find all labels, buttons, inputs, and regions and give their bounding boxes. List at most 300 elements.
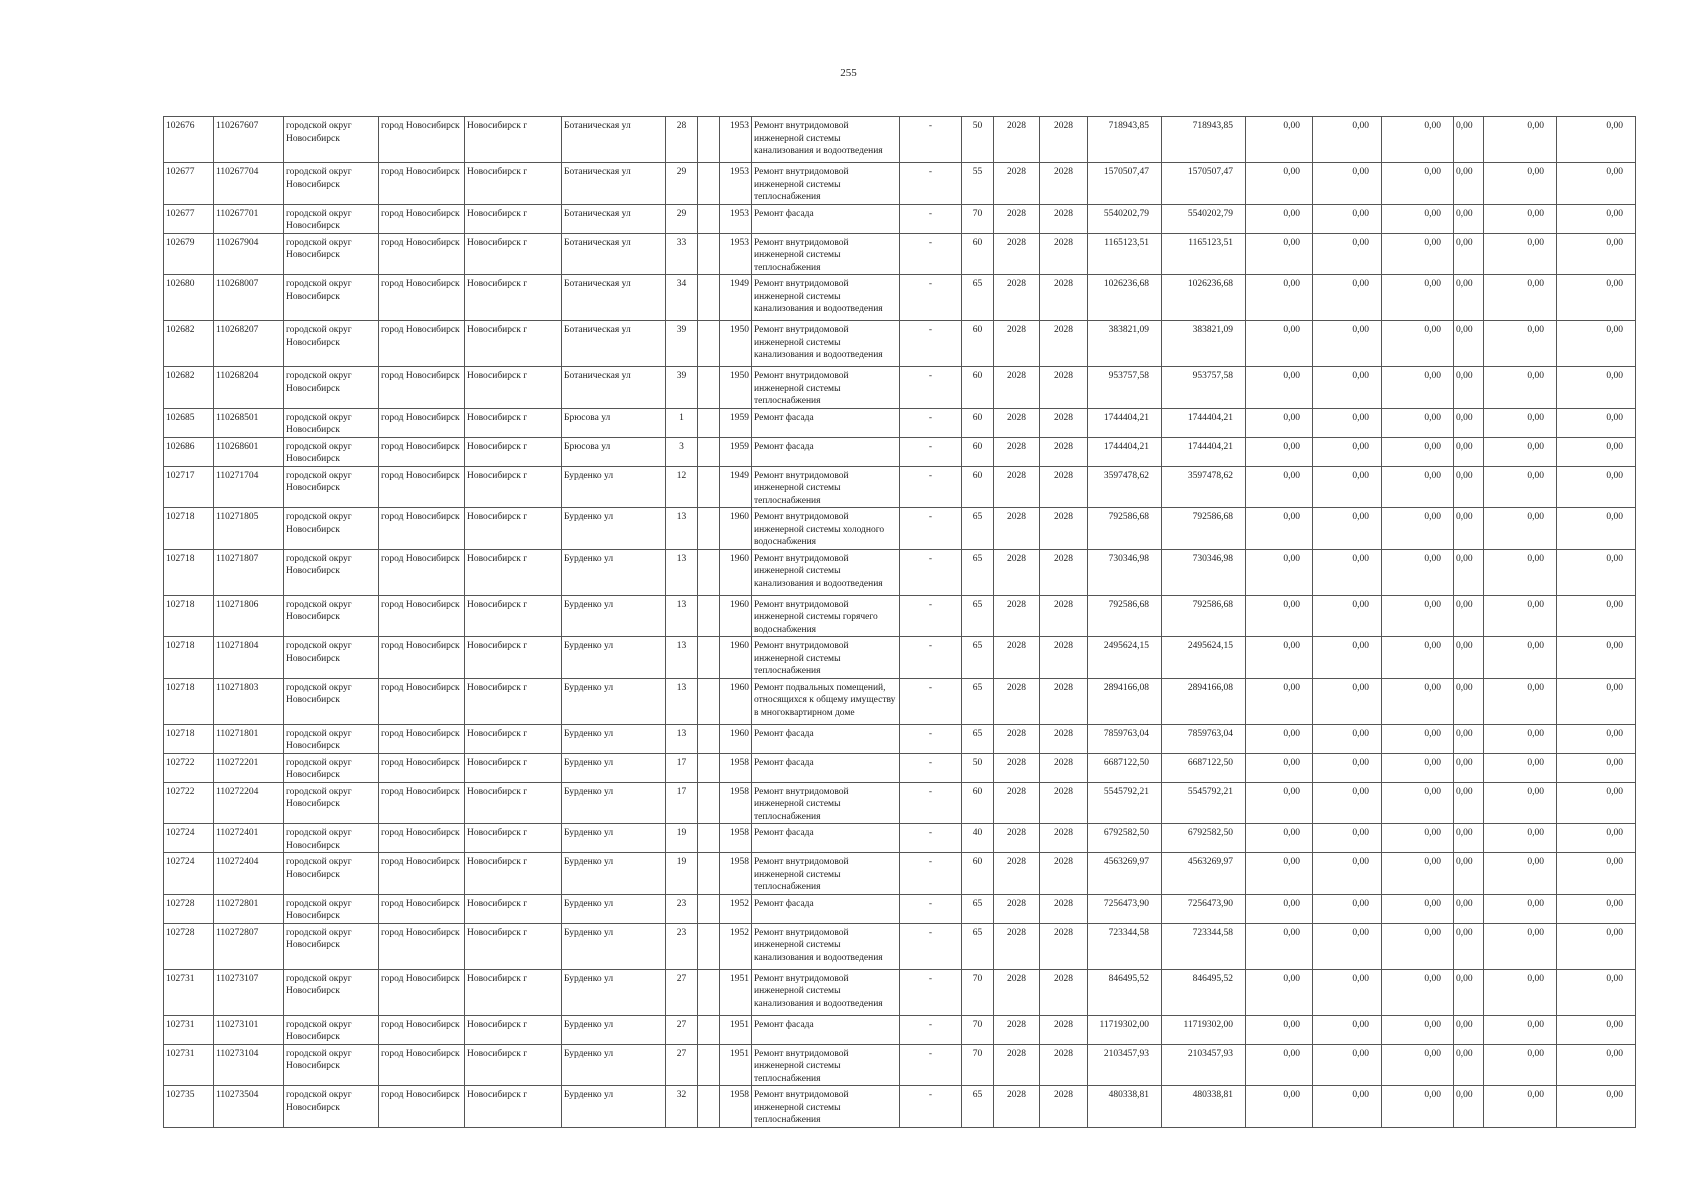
cell-house-number: 23 <box>666 894 698 923</box>
cell-owners-funds: 0,00 <box>1484 678 1557 724</box>
cell-element-id: 110271806 <box>214 595 284 637</box>
cell-other-funds: 0,00 <box>1454 408 1484 437</box>
cell-budget-local: 0,00 <box>1382 233 1454 275</box>
cell-element-id: 110272801 <box>214 894 284 923</box>
cell-municipal-district: городской округ Новосибирск <box>284 678 379 724</box>
cell-other-funds: 0,00 <box>1454 321 1484 367</box>
cell-extra-funds: 0,00 <box>1557 969 1636 1015</box>
cell-budget-local: 0,00 <box>1382 117 1454 163</box>
cell-other-funds: 0,00 <box>1454 1044 1484 1086</box>
cell-settlement: город Новосибирск <box>379 204 465 233</box>
cell-building <box>698 466 720 508</box>
cell-total-cost: 846495,52 <box>1088 969 1162 1015</box>
cell-extra-mark: - <box>900 204 962 233</box>
cell-extra-funds: 0,00 <box>1557 163 1636 205</box>
cell-extra-funds: 0,00 <box>1557 321 1636 367</box>
cell-building <box>698 824 720 853</box>
cell-budget-regional: 0,00 <box>1313 321 1382 367</box>
cell-budget-regional: 0,00 <box>1313 853 1382 895</box>
cell-building <box>698 163 720 205</box>
cell-budget-regional: 0,00 <box>1313 163 1382 205</box>
cell-house-number: 17 <box>666 782 698 824</box>
cell-wear-percent: 60 <box>962 466 994 508</box>
cell-building <box>698 753 720 782</box>
cell-total-cost: 1026236,68 <box>1088 275 1162 321</box>
cell-building <box>698 782 720 824</box>
cell-other-funds: 0,00 <box>1454 163 1484 205</box>
cell-municipal-district: городской округ Новосибирск <box>284 408 379 437</box>
cell-street: Брюсова ул <box>562 408 666 437</box>
cell-locality: Новосибирск г <box>465 824 562 853</box>
cell-budget-federal: 0,00 <box>1246 678 1313 724</box>
cell-house-number: 13 <box>666 724 698 753</box>
cell-build-year: 1950 <box>720 321 752 367</box>
cell-budget-local: 0,00 <box>1382 923 1454 969</box>
cell-budget-regional: 0,00 <box>1313 549 1382 595</box>
cell-total-cost: 5545792,21 <box>1088 782 1162 824</box>
cell-extra-funds: 0,00 <box>1557 117 1636 163</box>
cell-other-funds: 0,00 <box>1454 508 1484 550</box>
cell-other-funds: 0,00 <box>1454 595 1484 637</box>
cell-house-id: 102718 <box>164 637 214 679</box>
cell-fund-cost: 5545792,21 <box>1162 782 1246 824</box>
cell-extra-mark: - <box>900 782 962 824</box>
cell-total-cost: 7256473,90 <box>1088 894 1162 923</box>
cell-plan-year-start: 2028 <box>994 233 1040 275</box>
cell-plan-year-end: 2028 <box>1040 549 1088 595</box>
cell-fund-cost: 5540202,79 <box>1162 204 1246 233</box>
cell-settlement: город Новосибирск <box>379 753 465 782</box>
cell-other-funds: 0,00 <box>1454 753 1484 782</box>
cell-municipal-district: городской округ Новосибирск <box>284 163 379 205</box>
cell-plan-year-start: 2028 <box>994 637 1040 679</box>
cell-budget-federal: 0,00 <box>1246 1086 1313 1128</box>
cell-owners-funds: 0,00 <box>1484 204 1557 233</box>
cell-settlement: город Новосибирск <box>379 117 465 163</box>
cell-owners-funds: 0,00 <box>1484 367 1557 409</box>
cell-municipal-district: городской округ Новосибирск <box>284 1044 379 1086</box>
cell-house-id: 102718 <box>164 508 214 550</box>
cell-build-year: 1958 <box>720 824 752 853</box>
cell-municipal-district: городской округ Новосибирск <box>284 549 379 595</box>
cell-street: Ботаническая ул <box>562 367 666 409</box>
cell-owners-funds: 0,00 <box>1484 117 1557 163</box>
cell-budget-federal: 0,00 <box>1246 923 1313 969</box>
cell-extra-mark: - <box>900 824 962 853</box>
cell-total-cost: 1744404,21 <box>1088 408 1162 437</box>
cell-street: Ботаническая ул <box>562 117 666 163</box>
cell-wear-percent: 65 <box>962 678 994 724</box>
cell-house-number: 29 <box>666 204 698 233</box>
cell-work-type: Ремонт внутридомовой инженерной системы горячего водоснабжения <box>752 595 900 637</box>
cell-total-cost: 7859763,04 <box>1088 724 1162 753</box>
cell-plan-year-start: 2028 <box>994 724 1040 753</box>
cell-work-type: Ремонт внутридомовой инженерной системы теплоснабжения <box>752 637 900 679</box>
cell-budget-federal: 0,00 <box>1246 321 1313 367</box>
cell-build-year: 1958 <box>720 782 752 824</box>
table-row <box>164 1015 1636 1044</box>
cell-plan-year-start: 2028 <box>994 275 1040 321</box>
cell-locality: Новосибирск г <box>465 753 562 782</box>
cell-house-id: 102677 <box>164 163 214 205</box>
table-row <box>164 408 1636 437</box>
cell-house-number: 23 <box>666 923 698 969</box>
cell-wear-percent: 50 <box>962 117 994 163</box>
cell-fund-cost: 718943,85 <box>1162 117 1246 163</box>
cell-settlement: город Новосибирск <box>379 824 465 853</box>
cell-house-number: 13 <box>666 595 698 637</box>
cell-locality: Новосибирск г <box>465 233 562 275</box>
cell-settlement: город Новосибирск <box>379 466 465 508</box>
cell-other-funds: 0,00 <box>1454 549 1484 595</box>
cell-plan-year-end: 2028 <box>1040 233 1088 275</box>
cell-work-type: Ремонт подвальных помещений, относящихся к общему имуществу в многоквартирном доме <box>752 678 900 724</box>
cell-build-year: 1953 <box>720 117 752 163</box>
cell-fund-cost: 1165123,51 <box>1162 233 1246 275</box>
cell-municipal-district: городской округ Новосибирск <box>284 753 379 782</box>
cell-locality: Новосибирск г <box>465 637 562 679</box>
cell-work-type: Ремонт фасада <box>752 437 900 466</box>
cell-extra-funds: 0,00 <box>1557 437 1636 466</box>
table-row <box>164 549 1636 595</box>
cell-extra-funds: 0,00 <box>1557 408 1636 437</box>
cell-owners-funds: 0,00 <box>1484 724 1557 753</box>
cell-plan-year-start: 2028 <box>994 595 1040 637</box>
cell-budget-federal: 0,00 <box>1246 894 1313 923</box>
cell-plan-year-end: 2028 <box>1040 466 1088 508</box>
cell-wear-percent: 50 <box>962 753 994 782</box>
cell-plan-year-end: 2028 <box>1040 508 1088 550</box>
cell-element-id: 110273107 <box>214 969 284 1015</box>
cell-element-id: 110268207 <box>214 321 284 367</box>
cell-settlement: город Новосибирск <box>379 321 465 367</box>
cell-budget-local: 0,00 <box>1382 508 1454 550</box>
cell-element-id: 110271803 <box>214 678 284 724</box>
cell-wear-percent: 60 <box>962 367 994 409</box>
cell-extra-mark: - <box>900 163 962 205</box>
cell-budget-regional: 0,00 <box>1313 1086 1382 1128</box>
cell-budget-federal: 0,00 <box>1246 275 1313 321</box>
cell-budget-local: 0,00 <box>1382 678 1454 724</box>
cell-budget-federal: 0,00 <box>1246 782 1313 824</box>
cell-budget-local: 0,00 <box>1382 437 1454 466</box>
cell-street: Бурденко ул <box>562 508 666 550</box>
cell-locality: Новосибирск г <box>465 367 562 409</box>
cell-other-funds: 0,00 <box>1454 824 1484 853</box>
cell-extra-mark: - <box>900 367 962 409</box>
cell-fund-cost: 6792582,50 <box>1162 824 1246 853</box>
cell-budget-federal: 0,00 <box>1246 724 1313 753</box>
cell-street: Ботаническая ул <box>562 204 666 233</box>
cell-street: Бурденко ул <box>562 1086 666 1128</box>
cell-house-id: 102718 <box>164 724 214 753</box>
cell-house-id: 102722 <box>164 782 214 824</box>
cell-wear-percent: 65 <box>962 724 994 753</box>
cell-owners-funds: 0,00 <box>1484 637 1557 679</box>
cell-house-id: 102717 <box>164 466 214 508</box>
cell-municipal-district: городской округ Новосибирск <box>284 853 379 895</box>
cell-build-year: 1960 <box>720 549 752 595</box>
cell-fund-cost: 7859763,04 <box>1162 724 1246 753</box>
cell-building <box>698 408 720 437</box>
cell-fund-cost: 730346,98 <box>1162 549 1246 595</box>
cell-house-id: 102731 <box>164 1044 214 1086</box>
cell-total-cost: 2495624,15 <box>1088 637 1162 679</box>
cell-locality: Новосибирск г <box>465 321 562 367</box>
cell-settlement: город Новосибирск <box>379 894 465 923</box>
cell-element-id: 110268601 <box>214 437 284 466</box>
cell-settlement: город Новосибирск <box>379 275 465 321</box>
cell-extra-mark: - <box>900 233 962 275</box>
cell-locality: Новосибирск г <box>465 1015 562 1044</box>
cell-element-id: 110272204 <box>214 782 284 824</box>
cell-extra-mark: - <box>900 724 962 753</box>
cell-other-funds: 0,00 <box>1454 117 1484 163</box>
cell-plan-year-end: 2028 <box>1040 163 1088 205</box>
cell-street: Ботаническая ул <box>562 233 666 275</box>
cell-house-id: 102676 <box>164 117 214 163</box>
cell-building <box>698 367 720 409</box>
cell-municipal-district: городской округ Новосибирск <box>284 466 379 508</box>
cell-owners-funds: 0,00 <box>1484 894 1557 923</box>
cell-owners-funds: 0,00 <box>1484 782 1557 824</box>
cell-wear-percent: 55 <box>962 163 994 205</box>
cell-extra-funds: 0,00 <box>1557 508 1636 550</box>
cell-fund-cost: 792586,68 <box>1162 595 1246 637</box>
cell-extra-mark: - <box>900 275 962 321</box>
cell-street: Бурденко ул <box>562 824 666 853</box>
cell-build-year: 1959 <box>720 408 752 437</box>
cell-house-id: 102718 <box>164 595 214 637</box>
cell-other-funds: 0,00 <box>1454 367 1484 409</box>
cell-plan-year-start: 2028 <box>994 1086 1040 1128</box>
cell-budget-regional: 0,00 <box>1313 367 1382 409</box>
cell-extra-funds: 0,00 <box>1557 466 1636 508</box>
cell-element-id: 110272404 <box>214 853 284 895</box>
cell-wear-percent: 60 <box>962 233 994 275</box>
cell-work-type: Ремонт фасада <box>752 894 900 923</box>
cell-budget-federal: 0,00 <box>1246 853 1313 895</box>
cell-build-year: 1958 <box>720 1086 752 1128</box>
cell-owners-funds: 0,00 <box>1484 275 1557 321</box>
cell-plan-year-end: 2028 <box>1040 724 1088 753</box>
cell-owners-funds: 0,00 <box>1484 508 1557 550</box>
cell-extra-funds: 0,00 <box>1557 1015 1636 1044</box>
cell-element-id: 110271805 <box>214 508 284 550</box>
cell-extra-funds: 0,00 <box>1557 275 1636 321</box>
cell-plan-year-end: 2028 <box>1040 437 1088 466</box>
cell-budget-regional: 0,00 <box>1313 969 1382 1015</box>
cell-work-type: Ремонт внутридомовой инженерной системы теплоснабжения <box>752 1044 900 1086</box>
cell-locality: Новосибирск г <box>465 549 562 595</box>
cell-plan-year-start: 2028 <box>994 678 1040 724</box>
cell-extra-mark: - <box>900 466 962 508</box>
cell-budget-regional: 0,00 <box>1313 117 1382 163</box>
cell-owners-funds: 0,00 <box>1484 549 1557 595</box>
cell-settlement: город Новосибирск <box>379 782 465 824</box>
cell-element-id: 110273504 <box>214 1086 284 1128</box>
cell-house-id: 102682 <box>164 367 214 409</box>
cell-plan-year-start: 2028 <box>994 408 1040 437</box>
cell-fund-cost: 383821,09 <box>1162 321 1246 367</box>
cell-extra-mark: - <box>900 595 962 637</box>
cell-settlement: город Новосибирск <box>379 678 465 724</box>
cell-house-id: 102724 <box>164 853 214 895</box>
cell-wear-percent: 65 <box>962 275 994 321</box>
cell-house-number: 13 <box>666 637 698 679</box>
cell-budget-local: 0,00 <box>1382 163 1454 205</box>
cell-settlement: город Новосибирск <box>379 408 465 437</box>
cell-building <box>698 894 720 923</box>
cell-building <box>698 321 720 367</box>
cell-budget-regional: 0,00 <box>1313 637 1382 679</box>
cell-municipal-district: городской округ Новосибирск <box>284 595 379 637</box>
table-row <box>164 1044 1636 1086</box>
cell-municipal-district: городской округ Новосибирск <box>284 508 379 550</box>
cell-build-year: 1960 <box>720 637 752 679</box>
cell-total-cost: 723344,58 <box>1088 923 1162 969</box>
cell-street: Ботаническая ул <box>562 321 666 367</box>
cell-municipal-district: городской округ Новосибирск <box>284 117 379 163</box>
cell-budget-regional: 0,00 <box>1313 466 1382 508</box>
cell-budget-regional: 0,00 <box>1313 437 1382 466</box>
cell-building <box>698 437 720 466</box>
cell-house-number: 33 <box>666 233 698 275</box>
cell-total-cost: 1165123,51 <box>1088 233 1162 275</box>
cell-house-number: 12 <box>666 466 698 508</box>
cell-plan-year-end: 2028 <box>1040 595 1088 637</box>
cell-fund-cost: 1744404,21 <box>1162 408 1246 437</box>
cell-street: Бурденко ул <box>562 894 666 923</box>
cell-owners-funds: 0,00 <box>1484 1086 1557 1128</box>
cell-locality: Новосибирск г <box>465 595 562 637</box>
cell-street: Бурденко ул <box>562 782 666 824</box>
cell-municipal-district: городской округ Новосибирск <box>284 1015 379 1044</box>
table-row <box>164 437 1636 466</box>
cell-house-number: 32 <box>666 1086 698 1128</box>
cell-plan-year-end: 2028 <box>1040 275 1088 321</box>
cell-build-year: 1960 <box>720 678 752 724</box>
table-row <box>164 233 1636 275</box>
cell-settlement: город Новосибирск <box>379 549 465 595</box>
cell-extra-mark: - <box>900 1015 962 1044</box>
cell-element-id: 110272807 <box>214 923 284 969</box>
cell-locality: Новосибирск г <box>465 678 562 724</box>
cell-house-id: 102679 <box>164 233 214 275</box>
cell-extra-mark: - <box>900 853 962 895</box>
cell-plan-year-start: 2028 <box>994 321 1040 367</box>
cell-settlement: город Новосибирск <box>379 233 465 275</box>
cell-municipal-district: городской округ Новосибирск <box>284 782 379 824</box>
cell-element-id: 110267904 <box>214 233 284 275</box>
cell-street: Бурденко ул <box>562 1015 666 1044</box>
cell-extra-mark: - <box>900 637 962 679</box>
cell-street: Бурденко ул <box>562 1044 666 1086</box>
cell-work-type: Ремонт фасада <box>752 408 900 437</box>
cell-extra-funds: 0,00 <box>1557 367 1636 409</box>
cell-budget-local: 0,00 <box>1382 637 1454 679</box>
cell-plan-year-end: 2028 <box>1040 408 1088 437</box>
cell-house-id: 102685 <box>164 408 214 437</box>
cell-building <box>698 853 720 895</box>
cell-extra-mark: - <box>900 894 962 923</box>
cell-settlement: город Новосибирск <box>379 367 465 409</box>
cell-budget-federal: 0,00 <box>1246 824 1313 853</box>
cell-budget-local: 0,00 <box>1382 466 1454 508</box>
cell-street: Бурденко ул <box>562 549 666 595</box>
cell-other-funds: 0,00 <box>1454 678 1484 724</box>
cell-wear-percent: 60 <box>962 853 994 895</box>
cell-element-id: 110271704 <box>214 466 284 508</box>
cell-building <box>698 508 720 550</box>
cell-street: Бурденко ул <box>562 637 666 679</box>
cell-budget-regional: 0,00 <box>1313 923 1382 969</box>
cell-extra-funds: 0,00 <box>1557 678 1636 724</box>
cell-locality: Новосибирск г <box>465 853 562 895</box>
cell-total-cost: 6792582,50 <box>1088 824 1162 853</box>
cell-fund-cost: 480338,81 <box>1162 1086 1246 1128</box>
cell-element-id: 110273104 <box>214 1044 284 1086</box>
cell-municipal-district: городской округ Новосибирск <box>284 969 379 1015</box>
cell-element-id: 110271807 <box>214 549 284 595</box>
cell-owners-funds: 0,00 <box>1484 1015 1557 1044</box>
cell-house-number: 28 <box>666 117 698 163</box>
cell-other-funds: 0,00 <box>1454 1086 1484 1128</box>
cell-settlement: город Новосибирск <box>379 595 465 637</box>
cell-budget-local: 0,00 <box>1382 1044 1454 1086</box>
cell-plan-year-end: 2028 <box>1040 753 1088 782</box>
cell-wear-percent: 70 <box>962 204 994 233</box>
cell-house-number: 39 <box>666 367 698 409</box>
cell-fund-cost: 2495624,15 <box>1162 637 1246 679</box>
cell-extra-funds: 0,00 <box>1557 853 1636 895</box>
table-row <box>164 204 1636 233</box>
cell-budget-local: 0,00 <box>1382 753 1454 782</box>
cell-build-year: 1949 <box>720 466 752 508</box>
cell-house-number: 13 <box>666 678 698 724</box>
cell-house-number: 39 <box>666 321 698 367</box>
cell-locality: Новосибирск г <box>465 408 562 437</box>
cell-locality: Новосибирск г <box>465 466 562 508</box>
cell-other-funds: 0,00 <box>1454 782 1484 824</box>
cell-extra-funds: 0,00 <box>1557 782 1636 824</box>
cell-street: Бурденко ул <box>562 753 666 782</box>
cell-fund-cost: 2894166,08 <box>1162 678 1246 724</box>
cell-building <box>698 1086 720 1128</box>
cell-house-id: 102735 <box>164 1086 214 1128</box>
cell-element-id: 110267701 <box>214 204 284 233</box>
cell-budget-federal: 0,00 <box>1246 753 1313 782</box>
cell-owners-funds: 0,00 <box>1484 321 1557 367</box>
cell-locality: Новосибирск г <box>465 117 562 163</box>
cell-locality: Новосибирск г <box>465 969 562 1015</box>
cell-total-cost: 11719302,00 <box>1088 1015 1162 1044</box>
cell-house-id: 102682 <box>164 321 214 367</box>
cell-budget-federal: 0,00 <box>1246 508 1313 550</box>
cell-plan-year-end: 2028 <box>1040 1015 1088 1044</box>
cell-settlement: город Новосибирск <box>379 163 465 205</box>
cell-owners-funds: 0,00 <box>1484 163 1557 205</box>
cell-house-number: 3 <box>666 437 698 466</box>
cell-plan-year-end: 2028 <box>1040 969 1088 1015</box>
cell-municipal-district: городской округ Новосибирск <box>284 321 379 367</box>
cell-wear-percent: 70 <box>962 969 994 1015</box>
table-row <box>164 367 1636 409</box>
cell-budget-federal: 0,00 <box>1246 117 1313 163</box>
cell-municipal-district: городской округ Новосибирск <box>284 637 379 679</box>
cell-build-year: 1952 <box>720 923 752 969</box>
cell-house-id: 102722 <box>164 753 214 782</box>
